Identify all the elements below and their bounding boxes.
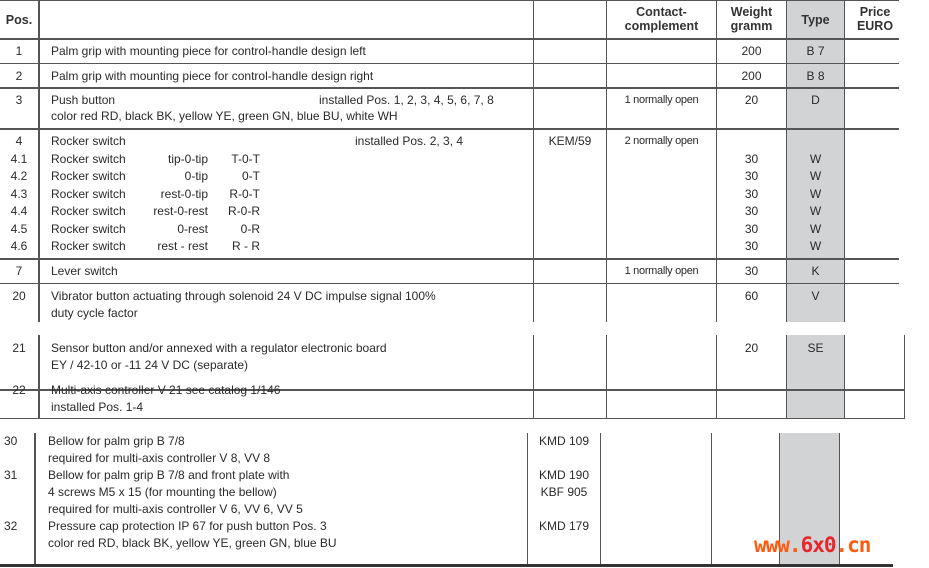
row-description: Sensor button and/or annexed with a regulator electronic board: [51, 341, 387, 355]
row-pos: 2: [15, 69, 23, 83]
row-article: KMD 190: [538, 468, 590, 482]
row-pos: 4.4: [10, 204, 28, 218]
header-contact: [607, 5, 716, 33]
row-divider: [0, 283, 899, 284]
row-article-2: KBF 905: [540, 485, 588, 499]
row-pos: 4.1: [10, 152, 28, 166]
column-divider: [844, 335, 845, 419]
header-pos: Pos.: [5, 13, 33, 27]
row-type: SE: [807, 341, 824, 355]
row-weight: 20: [744, 93, 759, 107]
row-description: Bellow for palm grip B 7/8 and front plate with: [48, 468, 290, 482]
header-type: Type: [801, 13, 830, 27]
row-pos: 31: [4, 468, 18, 482]
row-pos: 3: [15, 93, 23, 107]
header-weight-line1: Weight: [730, 5, 773, 19]
header-price: [845, 5, 905, 33]
row-weight: 30: [744, 204, 759, 218]
row-article: KMD 179: [538, 519, 590, 533]
row-code: R-0-R: [228, 204, 260, 218]
column-divider: [527, 433, 528, 565]
row-code: T-0-T: [231, 152, 260, 166]
row-article: KMD 109: [538, 434, 590, 448]
row-pos: 4.3: [10, 187, 28, 201]
row-description-line3: required for multi-axis controller V 6, VV 6, VV 5: [48, 502, 303, 516]
row-pos: 4.2: [10, 169, 28, 183]
row-pos: 30: [4, 434, 18, 448]
row-mode: rest-0-rest: [153, 204, 208, 218]
table-top-border: [0, 0, 899, 1]
row-divider: [0, 418, 905, 419]
row-description: Rocker switch: [51, 169, 126, 183]
header-divider: [0, 38, 899, 40]
row-type: B 8: [806, 69, 825, 83]
row-divider: [0, 128, 899, 130]
column-divider: [711, 433, 712, 565]
column-divider: [38, 335, 40, 419]
row-code: R - R: [232, 239, 260, 253]
row-weight: 200: [741, 69, 762, 83]
column-divider: [38, 0, 40, 322]
row-description-line2: EY / 42-10 or -11 24 V DC (separate): [51, 358, 248, 372]
row-weight: 20: [744, 341, 759, 355]
row-description: Rocker switch: [51, 134, 126, 148]
watermark-left: www.: [754, 533, 801, 557]
row-description: Palm grip with mounting piece for control-handle design left: [51, 44, 366, 58]
row-mode: rest-0-tip: [160, 187, 208, 201]
row-description-line2: installed Pos. 1-4: [51, 400, 144, 414]
row-type: W: [809, 169, 822, 183]
row-pos: 7: [15, 264, 23, 278]
column-divider: [844, 0, 845, 322]
row-type: K: [811, 264, 820, 278]
row-divider: [0, 258, 899, 260]
row-weight: 30: [744, 222, 759, 236]
row-code: R-0-T: [229, 187, 260, 201]
row-pos: 21: [12, 341, 26, 355]
column-divider: [606, 335, 607, 419]
row-description: Rocker switch: [51, 239, 126, 253]
header-price-line2: EURO: [856, 19, 894, 33]
row-description: Pressure cap protection IP 67 for push button Pos. 3: [48, 519, 327, 533]
header-price-line1: Price: [859, 5, 891, 19]
table-bottom-border: [0, 564, 893, 567]
header-weight: [717, 5, 786, 33]
column-divider: [600, 433, 601, 565]
row-weight: 30: [744, 169, 759, 183]
row-pos: 22: [12, 383, 26, 397]
row-pos: 4.5: [10, 222, 28, 236]
row-mode: 0-rest: [177, 222, 208, 236]
row-description: Rocker switch: [51, 222, 126, 236]
row-description: Palm grip with mounting piece for control-handle design right: [51, 69, 374, 83]
row-type: W: [809, 239, 822, 253]
row-weight: 200: [741, 44, 762, 58]
header-weight-line2: gramm: [730, 19, 773, 33]
row-code: 0-T: [242, 169, 260, 183]
column-divider: [533, 335, 534, 419]
row-weight: 30: [744, 264, 759, 278]
row-description: Lever switch: [51, 264, 118, 278]
row-description-line2: color red RD, black BK, yellow YE, green GN, blue BU, white WH: [51, 109, 398, 123]
row-type: D: [811, 93, 820, 107]
row-weight: 30: [744, 187, 759, 201]
column-divider: [34, 433, 36, 565]
row-type: W: [809, 187, 822, 201]
row-divider: [0, 63, 899, 64]
row-pos: 1: [15, 44, 23, 58]
row-description: Vibrator button actuating through solenoid 24 V DC impulse signal 100%: [51, 289, 436, 303]
row-description-line2: color red RD, black BK, yellow YE, green GN, blue BU: [48, 536, 337, 550]
watermark-right: .cn: [835, 533, 871, 557]
row-contact: 1 normally open: [624, 265, 699, 277]
row-weight: 30: [744, 152, 759, 166]
column-divider: [904, 335, 905, 419]
row-description-line2: 4 screws M5 x 15 (for mounting the bellow): [48, 485, 277, 499]
row-description: Rocker switch: [51, 187, 126, 201]
row-description: Push button: [51, 93, 116, 107]
row-description: Multi-axis controller V 21 see catalog 1/146: [51, 383, 281, 397]
row-description: Rocker switch: [51, 204, 126, 218]
watermark-mid: 6x0: [800, 533, 836, 557]
header-contact-line2: complement: [624, 19, 699, 33]
row-mode: rest - rest: [157, 239, 208, 253]
row-type: W: [809, 222, 822, 236]
header-contact-line1: Contact-: [636, 5, 687, 19]
row-pos: 20: [12, 289, 26, 303]
row-weight: 30: [744, 239, 759, 253]
row-mode: 0-tip: [184, 169, 208, 183]
row-type: W: [809, 204, 822, 218]
row-pos: 4.6: [10, 239, 28, 253]
row-pos: 4: [15, 134, 23, 148]
row-pos: 32: [4, 519, 18, 533]
row-mode: tip-0-tip: [167, 152, 208, 166]
row-article: KEM/59: [548, 134, 592, 148]
row-installed: installed Pos. 1, 2, 3, 4, 5, 6, 7, 8: [319, 93, 494, 107]
row-weight: 60: [744, 289, 759, 303]
row-code: 0-R: [240, 222, 260, 236]
row-installed: installed Pos. 2, 3, 4: [355, 134, 464, 148]
row-divider: [0, 87, 899, 89]
row-type: W: [809, 152, 822, 166]
row-description-line2: required for multi-axis controller V 8, VV 8: [48, 451, 271, 465]
watermark: [754, 533, 870, 557]
row-contact: 2 normally open: [624, 135, 699, 147]
column-divider: [533, 0, 534, 322]
row-description: Bellow for palm grip B 7/8: [48, 434, 185, 448]
row-description-line2: duty cycle factor: [51, 306, 138, 320]
row-description: Rocker switch: [51, 152, 126, 166]
row-contact: 1 normally open: [624, 94, 699, 106]
row-type: B 7: [806, 44, 825, 58]
row-type: V: [811, 289, 820, 303]
